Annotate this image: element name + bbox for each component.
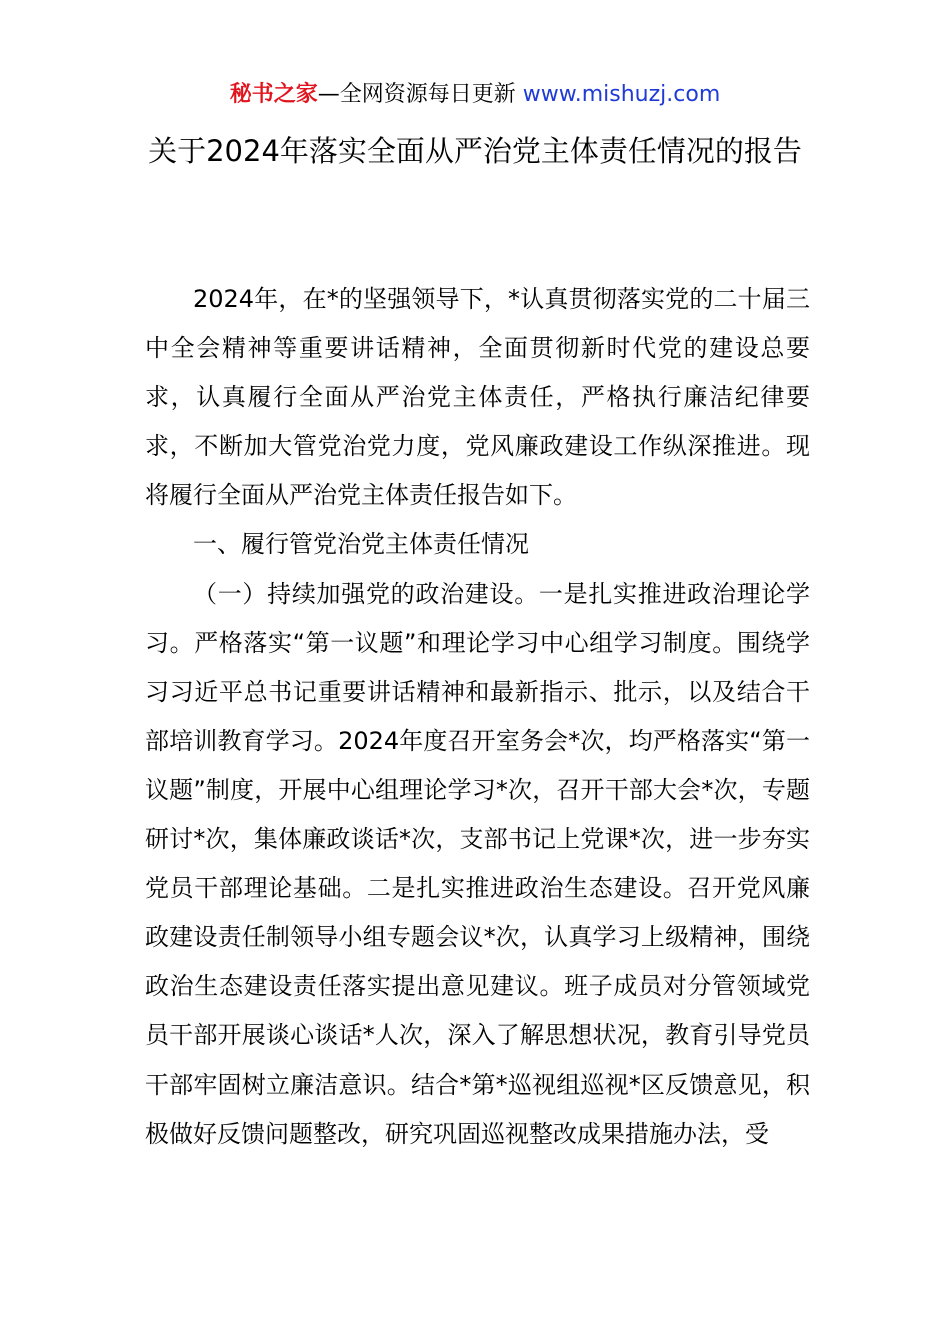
site-tagline: —全网资源每日更新: [317, 82, 523, 107]
site-header: [0, 78, 950, 112]
document-title: 关于2024年落实全面从严治党主体责任情况的报告: [148, 134, 802, 168]
document-body: [145, 275, 810, 1159]
paragraph-intro: 2024年，在*的坚强领导下，*认真贯彻落实党的二十届三中全会精神等重要讲话精神，全面贯彻新时代党的建设总要求，认真履行全面从严治党主体责任，严格执行廉洁纪律要求，不断加大管党治党力度，党风廉政建设工作纵深推进。现将履行全面从严治党主体责任报告如下。: [145, 285, 810, 510]
section-heading-1: 一、履行管党治党主体责任情况: [193, 530, 529, 559]
site-url-link[interactable]: www.mishuzj.com: [522, 82, 721, 107]
site-brand: 秘书之家: [229, 82, 318, 107]
paragraph-subsection-1: （一）持续加强党的政治建设。一是扎实推进政治理论学习。严格落实“第一议题”和理论学习中心组学习制度。围绕学习习近平总书记重要讲话精神和最新指示、批示，以及结合干部培训教育学习。2024年度召开室务会*次，均严格落实“第一议题”制度，开展中心组理论学习*次，召开干部大会*次，专题研讨*次，集体廉政谈话*次，支部书记上党课*次，进一步夯实党员干部理论基础。二是扎实推进政治生态建设。召开党风廉政建设责任制领导小组专题会议*次，认真学习上级精神，围绕政治生态建设责任落实提出意见建议。班子成员对分管领域党员干部开展谈心谈话*人次，深入了解思想状况，教育引导党员干部牢固树立廉洁意识。结合*第*巡视组巡视*区反馈意见，积极做好反馈问题整改，研究巩固巡视整改成果措施办法，受: [145, 579, 810, 1148]
